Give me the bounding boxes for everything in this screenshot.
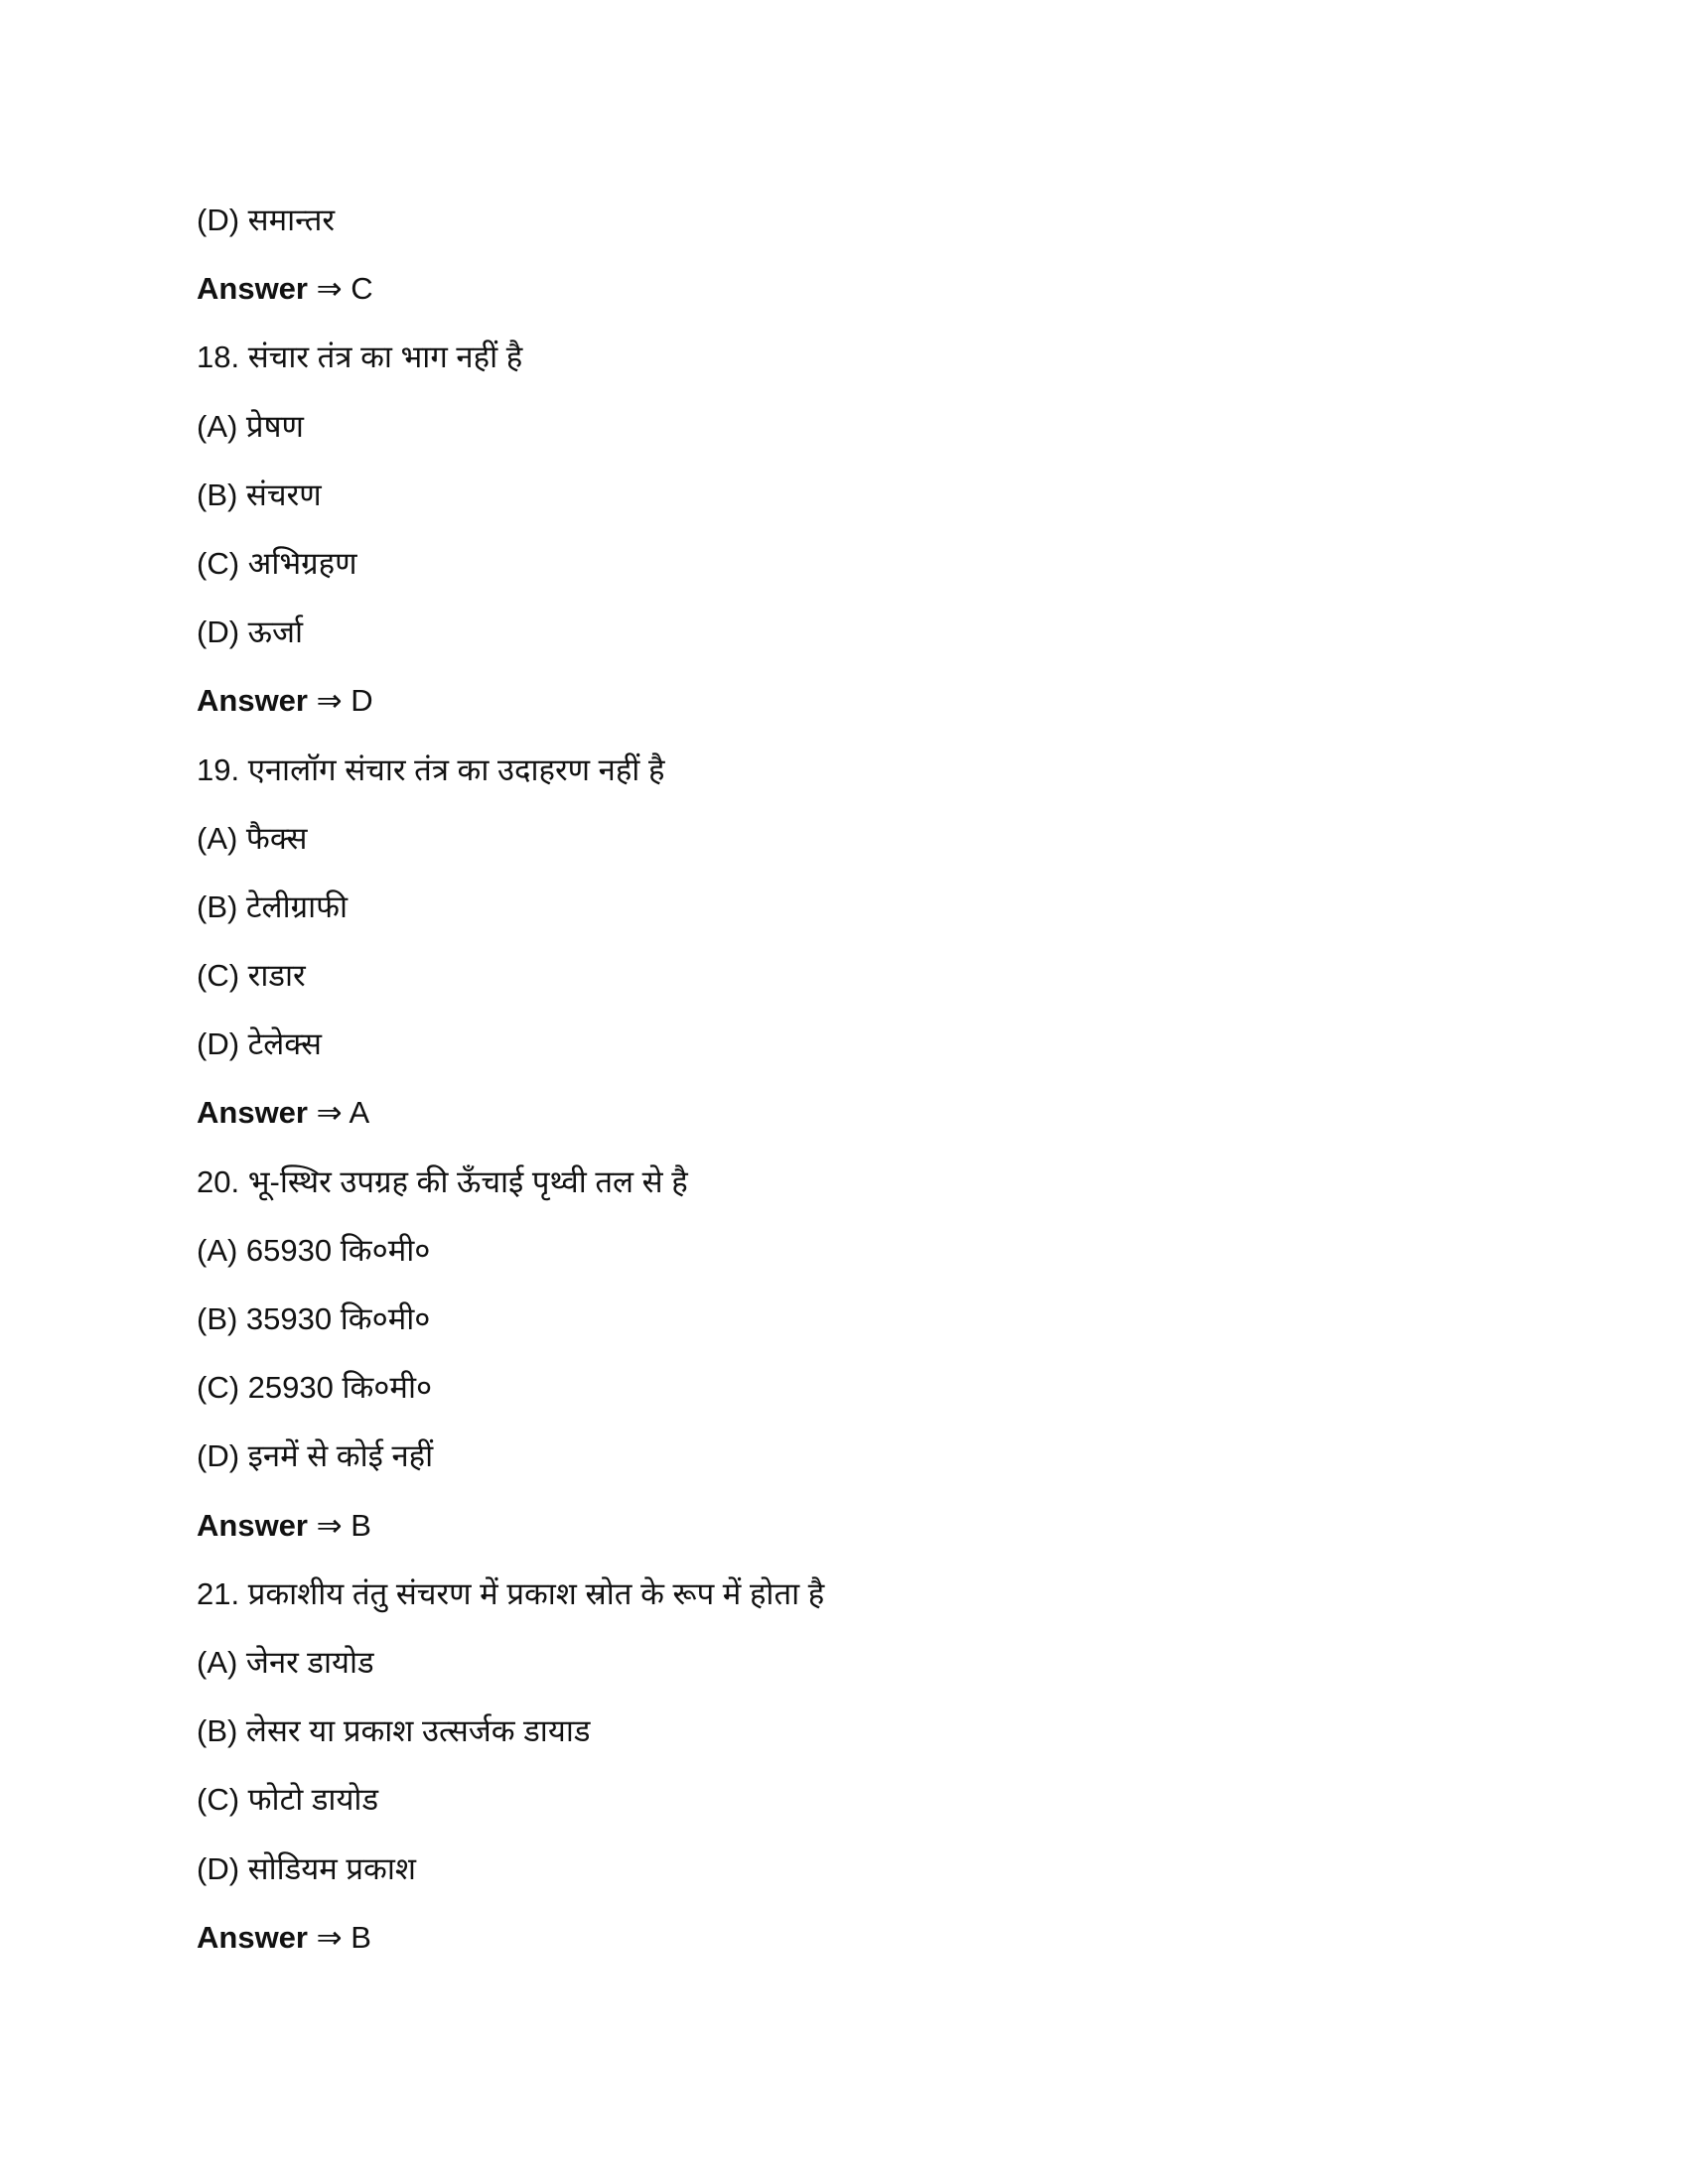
option-text: (D) सोडियम प्रकाश — [197, 1850, 416, 1886]
answer-value: B — [351, 1507, 371, 1543]
option-text: (A) फैक्स — [197, 820, 308, 856]
answer-label: Answer — [197, 1919, 308, 1955]
option-text: (B) 35930 कि०मी० — [197, 1301, 431, 1336]
option-text: (D) समान्तर — [197, 203, 336, 237]
answer-value: C — [351, 271, 373, 307]
option-text: (A) जेनर डायोड — [197, 1644, 374, 1680]
option-text: (C) राडार — [197, 958, 306, 994]
answer-line — [197, 1078, 824, 1147]
answer-line — [197, 254, 824, 323]
option-text: (C) फोटो डायोड — [197, 1782, 379, 1818]
answer-line — [197, 666, 824, 735]
question-block — [197, 1560, 824, 1972]
question-text: 18. संचार तंत्र का भाग नहीं है — [197, 340, 523, 375]
option-text: (A) 65930 कि०मी० — [197, 1232, 431, 1268]
question-block — [197, 1148, 824, 1560]
answer-value: A — [349, 1095, 370, 1131]
answer-label: Answer — [197, 683, 308, 719]
question-block — [197, 323, 824, 735]
question-text: 20. भू-स्थिर उपग्रह की ऊँचाई पृथ्वी तल से है — [197, 1163, 688, 1199]
document-body — [197, 186, 824, 1972]
option-text: (B) लेसर या प्रकाश उत्सर्जक डायाड — [197, 1713, 591, 1749]
arrow-icon: ⇒ — [316, 1095, 343, 1131]
answer-value: D — [351, 683, 373, 719]
arrow-icon: ⇒ — [316, 271, 343, 307]
answer-line — [197, 1491, 824, 1560]
option-text: (D) इनमें से कोई नहीं — [197, 1438, 434, 1474]
arrow-icon: ⇒ — [316, 683, 343, 719]
answer-label: Answer — [197, 1507, 308, 1543]
answer-line — [197, 1903, 824, 1972]
answer-label: Answer — [197, 1095, 308, 1131]
question-text: 21. प्रकाशीय तंतु संचरण में प्रकाश स्रोत के रूप में होता है — [197, 1575, 825, 1611]
arrow-icon: ⇒ — [316, 1919, 343, 1955]
question-text: 19. एनालॉग संचार तंत्र का उदाहरण नहीं है — [197, 751, 665, 787]
question-block — [197, 736, 824, 1148]
option-text: (D) टेलेक्स — [197, 1026, 322, 1062]
option-text: (C) 25930 कि०मी० — [197, 1370, 433, 1406]
option-text: (B) टेलीग्राफी — [197, 888, 349, 924]
option-text: (C) अभिग्रहण — [197, 545, 357, 581]
answer-label: Answer — [197, 271, 308, 307]
option-text: (B) संचरण — [197, 477, 322, 512]
option-text: (A) प्रेषण — [197, 408, 304, 444]
option-text: (D) ऊर्जा — [197, 614, 304, 650]
answer-value: B — [351, 1919, 371, 1955]
arrow-icon: ⇒ — [316, 1507, 343, 1543]
